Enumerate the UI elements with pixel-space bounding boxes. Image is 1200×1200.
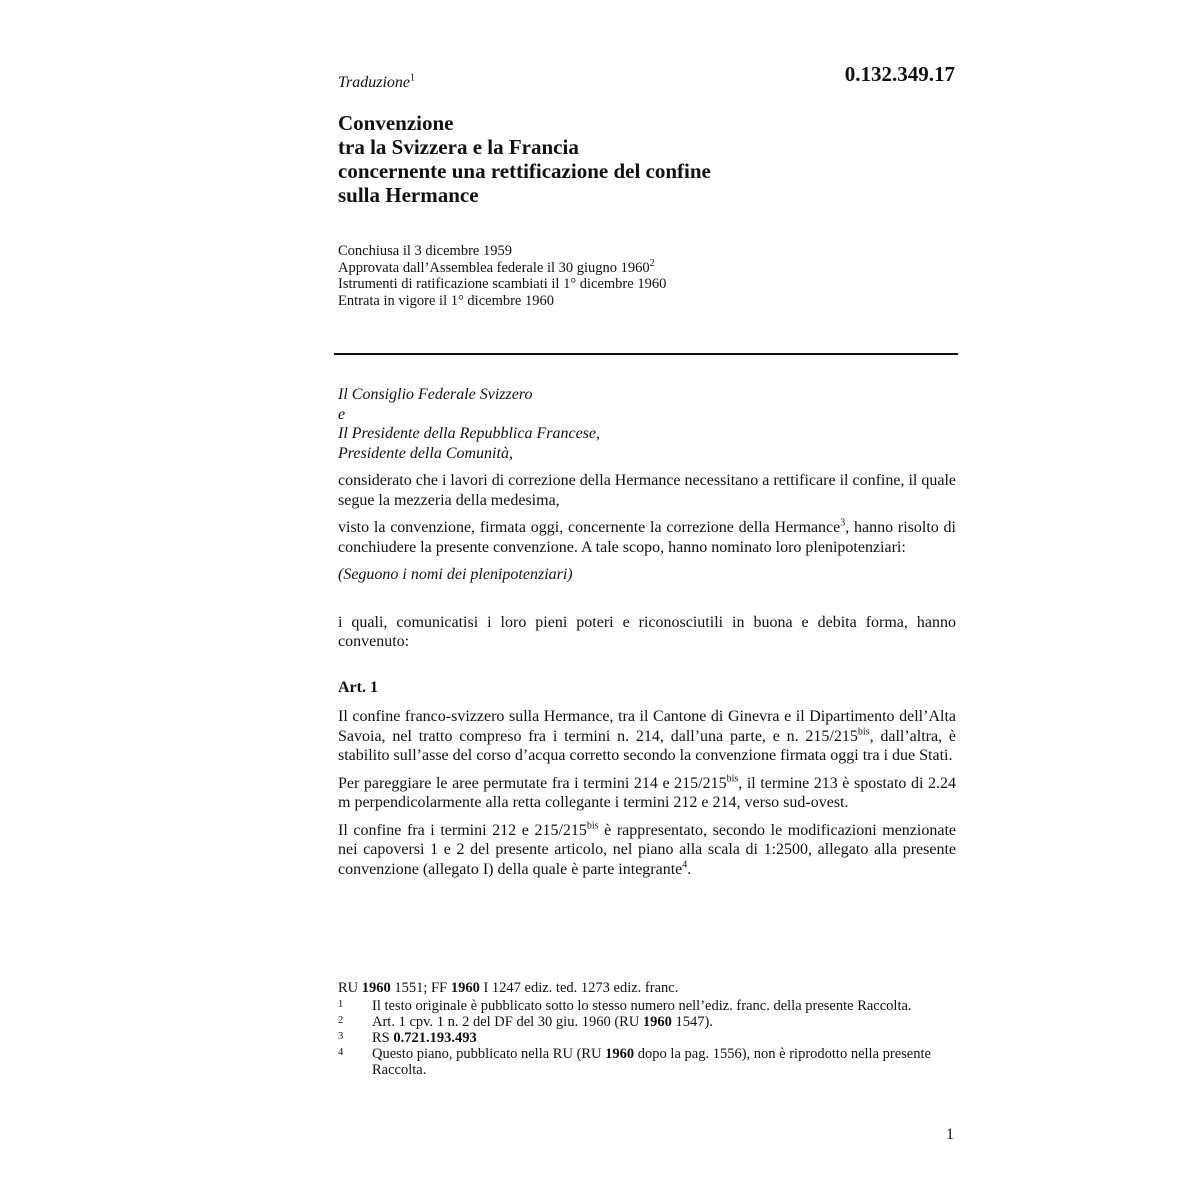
preamble-paragraph: considerato che i lavori di correzione della Hermance necessitano a rettificare il confine, il quale segue la mezzeria della medesima, <box>338 472 956 509</box>
approved-date: Approvata dall’Assemblea federale il 30 giugno 1960$^2$ <box>338 257 655 276</box>
document-body <box>338 385 956 887</box>
plenipotentiaries-note: (Seguono i nomi dei plenipotenziari) <box>338 566 573 583</box>
footnote-ref[interactable]: 3 <box>840 517 846 529</box>
footnote-1: 1 Il testo originale è pubblicato sotto lo stesso numero nell’ediz. franc. della presente Raccolta. <box>338 998 912 1014</box>
article-paragraph: Il confine fra i termini 212 e $215/215^{bis}$ è rappresentato, secondo le modificazioni menzionate nei capoversi 1 e 2 del presente articolo, nel piano alla scala di 1:2500, allegato alla presente convenzione (allegato I) della quale è parte integrante$^4$. <box>338 820 956 878</box>
concluded-date: Conchiusa il 3 dicembre 1959 <box>338 243 512 259</box>
preamble-paragraph: i quali, comunicatisi i loro pieni poteri e riconosciutili in buona e debita forma, hanno convenuto: <box>338 613 956 650</box>
sr-link[interactable]: 0.721.193.493 <box>393 1030 477 1046</box>
party-2-title: Presidente della Comunità, <box>338 444 513 462</box>
footnote-3: 3 RS 0.721.193.493 <box>338 1030 477 1046</box>
party-2: Il Presidente della Repubblica Francese, <box>338 425 600 442</box>
divider <box>334 353 958 355</box>
article-heading: Art. 1 <box>338 678 378 696</box>
footnote-4: 4 Questo piano, pubblicato nella RU (RU 1960 dopo la pag. 1556), non è riprodotto nella presente Raccolta. <box>338 1046 931 1078</box>
article-paragraph: Per pareggiare le aree permutate fra i termini 214 e $215/215^{bis}$, il termine 213 è spostato di 2.24 m perpendicolarmente alla retta collegante i termini 212 e 214, verso sud-ovest. <box>338 773 956 811</box>
preamble-paragraph: visto la convenzione, firmata oggi, concernente la correzione della Hermance$^3$, hanno risolto di conchiudere la presente convenzione. A tale scopo, hanno nominato loro plenipotenziari: <box>338 517 956 556</box>
document-metadata <box>338 243 666 309</box>
conjunction: e <box>338 405 346 423</box>
footnote-ref[interactable]: 4 <box>682 859 688 871</box>
footnote-ref[interactable]: 2 <box>649 257 655 269</box>
document-title: Convenzione tra la Svizzera e la Francia concernente una rettificazione del confine sulla Hermance <box>338 111 711 207</box>
in-force-date: Entrata in vigore il 1° dicembre 1960 <box>338 292 554 309</box>
footnotes <box>338 980 958 1078</box>
sr-number: 0.132.349.17 <box>844 62 955 86</box>
ratification-date: Istrumenti di ratificazione scambiati il 1° dicembre 1960 <box>338 276 667 292</box>
page-number: 1 <box>946 1126 954 1143</box>
translation-label: Traduzione$^1$ <box>338 72 416 91</box>
party-1: Il Consiglio Federale Svizzero <box>338 386 533 403</box>
source-reference: RU 1960 1551; FF 1960 I 1247 ediz. ted. 1273 ediz. franc. <box>338 980 679 996</box>
article-paragraph: Il confine franco-svizzero sulla Hermance, tra il Cantone di Ginevra e il Dipartimento dell’Alta Savoia, nel tratto compreso fra i termini n. 214, dall’una parte, e n. $215/215^{bis}$, dall’altra, è stabilito sull’asse del corso d’acqua corretto secondo la convenzione firmata oggi tra i due Stati. <box>338 708 957 764</box>
footnote-2: 2 Art. 1 cpv. 1 n. 2 del DF del 30 giu. 1960 (RU 1960 1547). <box>338 1014 714 1030</box>
footnote-ref[interactable]: 1 <box>410 72 416 84</box>
